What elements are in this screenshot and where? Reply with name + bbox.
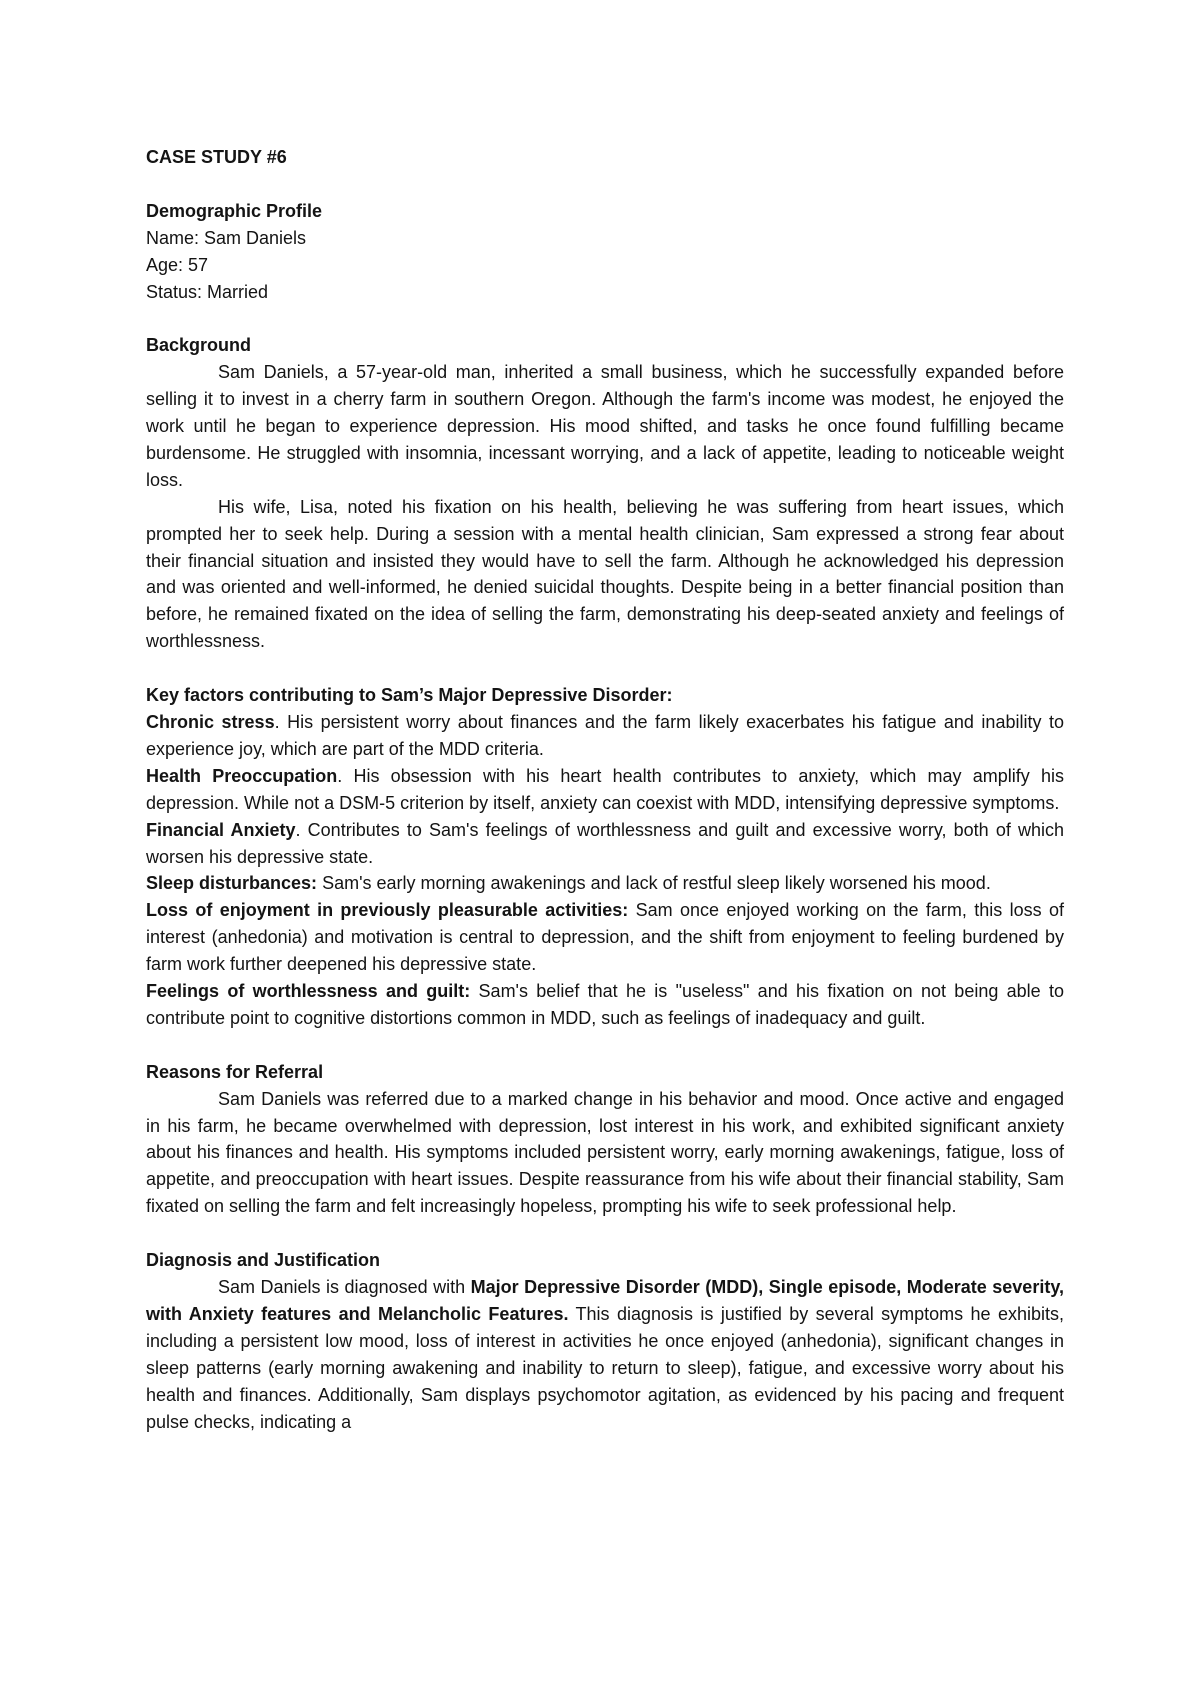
background-section <box>146 332 1064 655</box>
key-factor-item <box>146 817 1064 871</box>
diagnosis-label: Major Depressive Disorder (MDD), Single episode, Moderate severity, with Anxiety features and Melancholic Features. <box>146 1276 1064 1324</box>
key-factor-term: Health Preoccupation <box>146 765 338 786</box>
key-factor-item <box>146 978 1064 1032</box>
key-factor-text: Sam's early morning awakenings and lack of restful sleep likely worsened his mood. <box>317 873 991 894</box>
key-factor-item <box>146 870 1064 897</box>
case-study-title: CASE STUDY #6 <box>146 147 287 167</box>
key-factor-term: Feelings of worthlessness and guilt: <box>146 981 471 1002</box>
key-factor-item <box>146 763 1064 817</box>
demographic-heading: Demographic Profile <box>146 200 323 221</box>
key-factor-text: . His obsession with his heart health contributes to anxiety, which may amplify his depression. While not a DSM-5 criterion by itself, anxiety can coexist with MDD, intensifying depressive symptoms. <box>146 765 1064 813</box>
key-factor-term: Chronic stress <box>146 711 275 732</box>
demographic-section <box>146 198 1064 306</box>
diagnosis-lead: Sam Daniels is diagnosed with <box>218 1276 471 1297</box>
patient-age: Age: 57 <box>146 254 209 275</box>
key-factor-text: Sam once enjoyed working on the farm, this loss of interest (anhedonia) and motivation is central to depression, and the shift from enjoyment to feeling burdened by farm work further deepened his depressive state. <box>146 900 1064 975</box>
patient-status: Status: Married <box>146 281 269 302</box>
key-factors-heading: Key factors contributing to Sam’s Major Depressive Disorder: <box>146 685 673 706</box>
background-paragraph: Sam Daniels, a 57-year-old man, inherited a small business, which he successfully expanded before selling it to invest in a cherry farm in southern Oregon. Although the farm's income was modest, he enjoyed the work until he began to experience depression. His mood shifted, and tasks he once found fulfilling became burdensome. He struggled with insomnia, incessant worrying, and a lack of appetite, leading to noticeable weight loss. <box>146 362 1064 490</box>
diagnosis-section <box>146 1247 1064 1435</box>
referral-section <box>146 1059 1064 1220</box>
diagnosis-justification: This diagnosis is justified by several symptoms he exhibits, including a persistent low mood, loss of interest in activities he once enjoyed (anhedonia), significant changes in sleep patterns (early morning awakening and inability to return to sleep), fatigue, and excessive worry about his health and finances. Additionally, Sam displays psychomotor agitation, as evidenced by his pacing and frequent pulse checks, indicating a <box>146 1303 1064 1432</box>
diagnosis-paragraph <box>146 1274 1064 1435</box>
referral-heading: Reasons for Referral <box>146 1061 324 1082</box>
key-factor-term: Sleep disturbances: <box>146 873 318 894</box>
referral-paragraph: Sam Daniels was referred due to a marked change in his behavior and mood. Once active and engaged in his farm, he became overwhelmed with depression, lost interest in his work, and exhibited significant anxiety about his finances and health. His symptoms included persistent worry, early morning awakenings, fatigue, loss of appetite, and preoccupation with heart issues. Despite reassurance from his wife about their financial stability, Sam fixated on selling the farm and felt increasingly hopeless, prompting his wife to seek professional help. <box>146 1088 1064 1217</box>
patient-name: Name: Sam Daniels <box>146 227 307 248</box>
key-factors-section <box>146 682 1064 1032</box>
diagnosis-heading: Diagnosis and Justification <box>146 1250 381 1271</box>
key-factor-term: Loss of enjoyment in previously pleasurable activities: <box>146 900 629 921</box>
key-factor-item <box>146 709 1064 763</box>
background-heading: Background <box>146 335 252 356</box>
background-paragraph: His wife, Lisa, noted his fixation on his health, believing he was suffering from heart issues, which prompted her to seek help. During a session with a mental health clinician, Sam expressed a strong fear about their financial situation and insisted they would have to sell the farm. Although he acknowledged his depression and was oriented and well-informed, he denied suicidal thoughts. Despite being in a better financial position than before, he remained fixated on the idea of selling the farm, demonstrating his deep-seated anxiety and feelings of worthlessness. <box>146 496 1064 652</box>
key-factor-item <box>146 897 1064 978</box>
key-factor-term: Financial Anxiety <box>146 819 296 840</box>
key-factor-text: Sam's belief that he is "useless" and his fixation on not being able to contribute point to cognitive distortions common in MDD, such as feelings of inadequacy and guilt. <box>146 981 1064 1028</box>
key-factor-text: . His persistent worry about finances and the farm likely exacerbates his fatigue and inability to experience joy, which are part of the MDD criteria. <box>146 711 1065 759</box>
key-factor-text: . Contributes to Sam's feelings of worthlessness and guilt and excessive worry, both of which worsen his depressive state. <box>146 819 1065 867</box>
